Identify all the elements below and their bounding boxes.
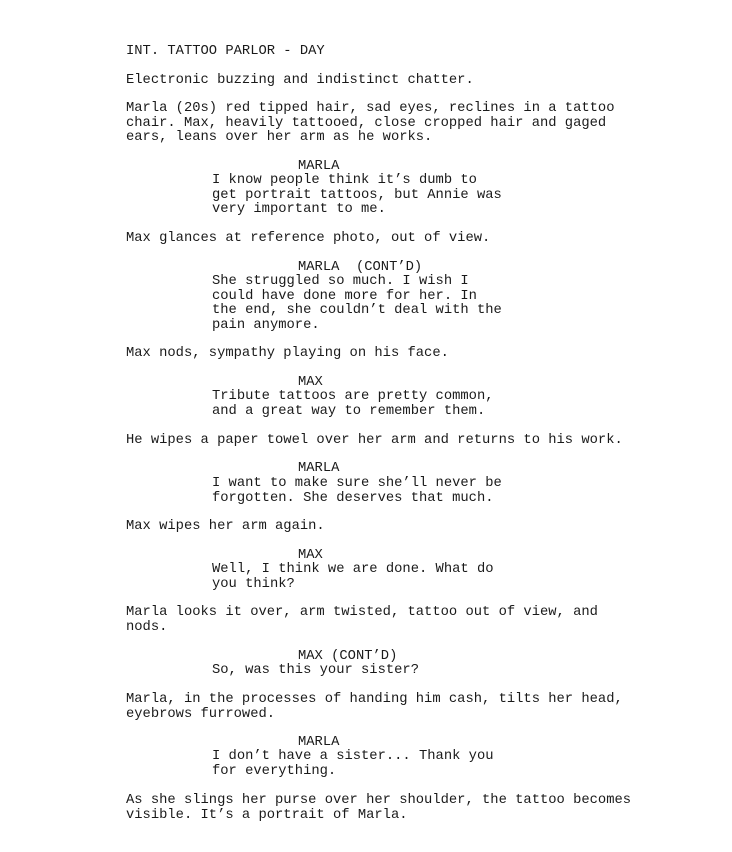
action-line: As she slings her purse over her shoulder, the tattoo becomes visible. It’s a portrait of Marla.: [126, 793, 632, 823]
scene-heading: INT. TATTOO PARLOR - DAY: [126, 44, 325, 59]
character-cue: MAX: [298, 375, 323, 390]
action-line: Marla, in the processes of handing him cash, tilts her head, eyebrows furrowed.: [126, 692, 623, 722]
action-line: Electronic buzzing and indistinct chatter.: [126, 73, 474, 88]
action-line: Max nods, sympathy playing on his face.: [126, 346, 449, 361]
dialogue: She struggled so much. I wish I could have done more for her. In the end, she couldn’t deal with the pain anymore.: [212, 274, 502, 333]
character-cue: MARLA: [298, 461, 340, 476]
action-line: Max wipes her arm again.: [126, 519, 325, 534]
action-line: Max glances at reference photo, out of view.: [126, 231, 491, 246]
character-cue: MARLA: [298, 735, 340, 750]
dialogue: I don’t have a sister... Thank you for everything.: [212, 749, 494, 779]
dialogue: Tribute tattoos are pretty common, and a great way to remember them.: [212, 389, 494, 419]
character-cue: MARLA: [298, 159, 340, 174]
dialogue: I know people think it’s dumb to get portrait tattoos, but Annie was very important to me.: [212, 173, 502, 217]
dialogue: I want to make sure she’ll never be forgotten. She deserves that much.: [212, 476, 502, 506]
dialogue: Well, I think we are done. What do you think?: [212, 562, 494, 592]
character-cue: MAX: [298, 548, 323, 563]
action-line: Marla looks it over, arm twisted, tattoo out of view, and nods.: [126, 605, 598, 635]
action-line: He wipes a paper towel over her arm and returns to his work.: [126, 433, 623, 448]
action-line: Marla (20s) red tipped hair, sad eyes, reclines in a tattoo chair. Max, heavily tattooed, close cropped hair and gaged ears, leans over her arm as he works.: [126, 101, 615, 145]
character-cue: MARLA (CONT’D): [298, 260, 423, 275]
dialogue: So, was this your sister?: [212, 663, 419, 678]
character-cue: MAX (CONT’D): [298, 649, 398, 664]
